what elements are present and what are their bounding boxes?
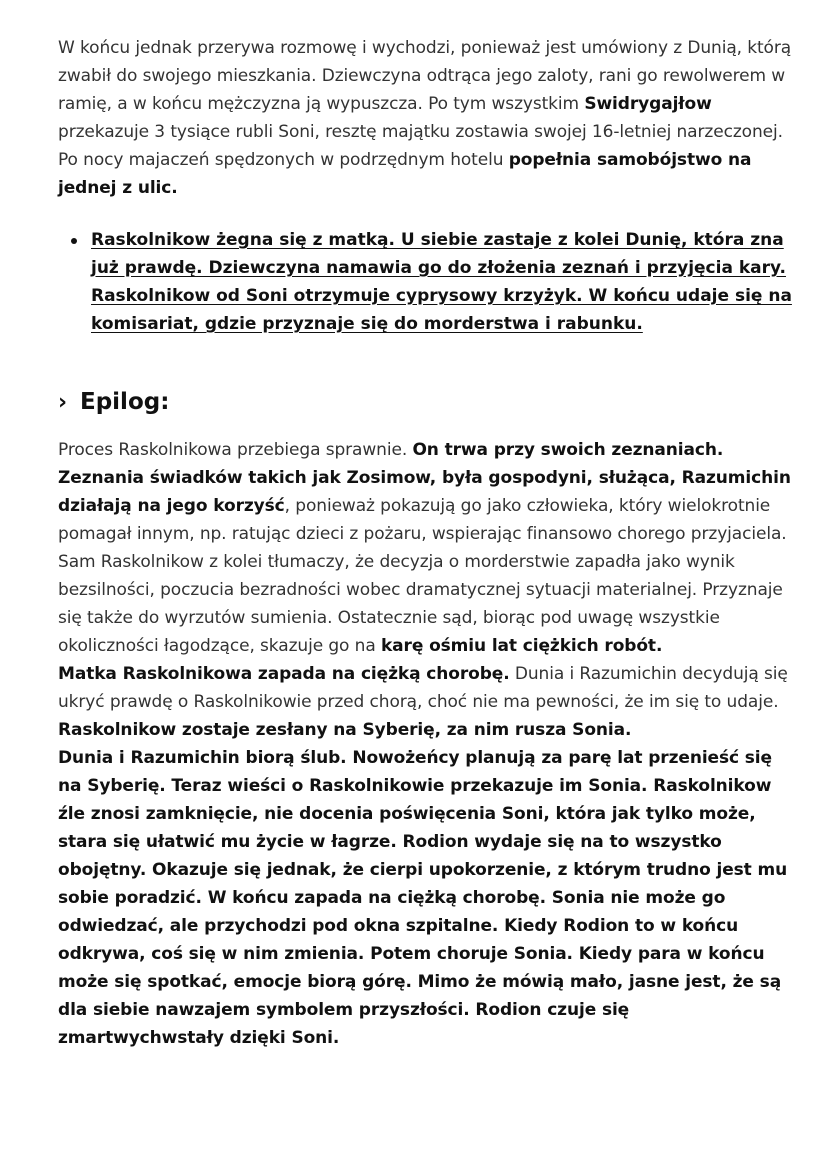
- epilog-p1-bold-1: On trwa przy swoich zeznaniach. Zeznania świadków takich jak Zosimow, była gospodyni, służąca, Razumichin działają na jego korzyść: [58, 440, 791, 516]
- epilog-heading-text: Epilog:: [80, 389, 170, 415]
- intro-bold-2: popełnia samobójstwo na jednej z ulic.: [58, 150, 752, 198]
- bullet-item: [91, 226, 798, 338]
- epilog-p1-text-2: , ponieważ pokazują go jako człowieka, który wielokrotnie pomagał innym, np. ratując dzieci z pożaru, wspierając finansowo chorego przyjaciela. Sam Raskolnikow z kolei tłumaczy, że decyzja o morderstwie zapadła jako wynik bezsilności, poczucia bezradności wobec dramatycznej sytuacji materialnej. Przyznaje się także do wyrzutów sumienia. Ostatecznie sąd, biorąc pod uwagę wszystkie okoliczności łagodzące, skazuje go na: [58, 496, 787, 656]
- epilog-p1-text-1: Proces Raskolnikowa przebiega sprawnie.: [58, 440, 413, 460]
- epilog-p2-text-1: Dunia i Razumichin decydują się ukryć prawdę o Raskolnikowie przed chorą, choć nie ma pewności, że im się to udaje.: [58, 664, 788, 712]
- epilog-paragraph-3: [58, 744, 798, 1052]
- epilog-p3-bold: Dunia i Razumichin biorą ślub. Nowożeńcy planują za parę lat przenieść się na Syberię. Teraz wieści o Raskolnikowie przekazuje im Sonia. Raskolnikow źle znosi zamknięcie, nie docenia poświęcenia Soni, która jak tylko może, stara się ułatwić mu życie w łagrze. Rodion wydaje się na to wszystko obojętny. Okazuje się jednak, że cierpi upokorzenie, z którym trudno jest mu sobie poradzić. W końcu zapada na ciężką chorobę. Sonia nie może go odwiedzać, ale przychodzi pod okna szpitalne. Kiedy Rodion to w końcu odkrywa, coś się w nim zmienia. Potem choruje Sonia. Kiedy para w końcu może się spotkać, emocje biorą górę. Mimo że mówią mało, jasne jest, że są dla siebie nawzajem symbolem przyszłości. Rodion czuje się zmartwychwstały dzięki Soni.: [58, 748, 788, 1048]
- intro-text-2: przekazuje 3 tysiące rubli Soni, resztę majątku zostawia swojej 16-letniej narzeczonej. Po nocy majaczeń spędzonych w podrzędnym hotelu: [58, 122, 783, 170]
- epilog-p2-bold-1: Matka Raskolnikowa zapada na ciężką chorobę.: [58, 664, 510, 684]
- epilog-p1-bold-2: karę ośmiu lat ciężkich robót.: [380, 636, 663, 656]
- epilog-strong-block: [58, 744, 798, 1052]
- epilog-heading: [58, 384, 798, 420]
- document-page: [58, 34, 798, 1052]
- epilog-paragraph-2: [58, 660, 798, 744]
- intro-text-1: W końcu jednak przerywa rozmowę i wychodzi, ponieważ jest umówiony z Dunią, którą zwabił do swojego mieszkania. Dziewczyna odtrąca jego zaloty, rani go rewolwerem w ramię, a w końcu mężczyzna ją wypuszcza. Po tym wszystkim: [58, 38, 792, 114]
- chevron-right-icon: ›: [58, 389, 68, 415]
- bullet-list: [58, 226, 798, 338]
- intro-paragraph: [58, 34, 798, 202]
- bullet-dot-icon: [71, 238, 77, 244]
- epilog-paragraph-1: [58, 436, 798, 660]
- epilog-p2-bold-2: Raskolnikow zostaje zesłany na Syberię, za nim rusza Sonia.: [58, 720, 632, 740]
- intro-bold-1: Swidrygajłow: [584, 94, 712, 114]
- bullet-text: Raskolnikow żegna się z matką. U siebie zastaje z kolei Dunię, która zna już prawdę. Dziewczyna namawia go do złożenia zeznań i przyjęcia kary. Raskolnikow od Soni otrzymuje cyprysowy krzyżyk. W końcu udaje się na komisariat, gdzie przyznaje się do morderstwa i rabunku.: [91, 230, 792, 334]
- epilog-body: [58, 436, 798, 1052]
